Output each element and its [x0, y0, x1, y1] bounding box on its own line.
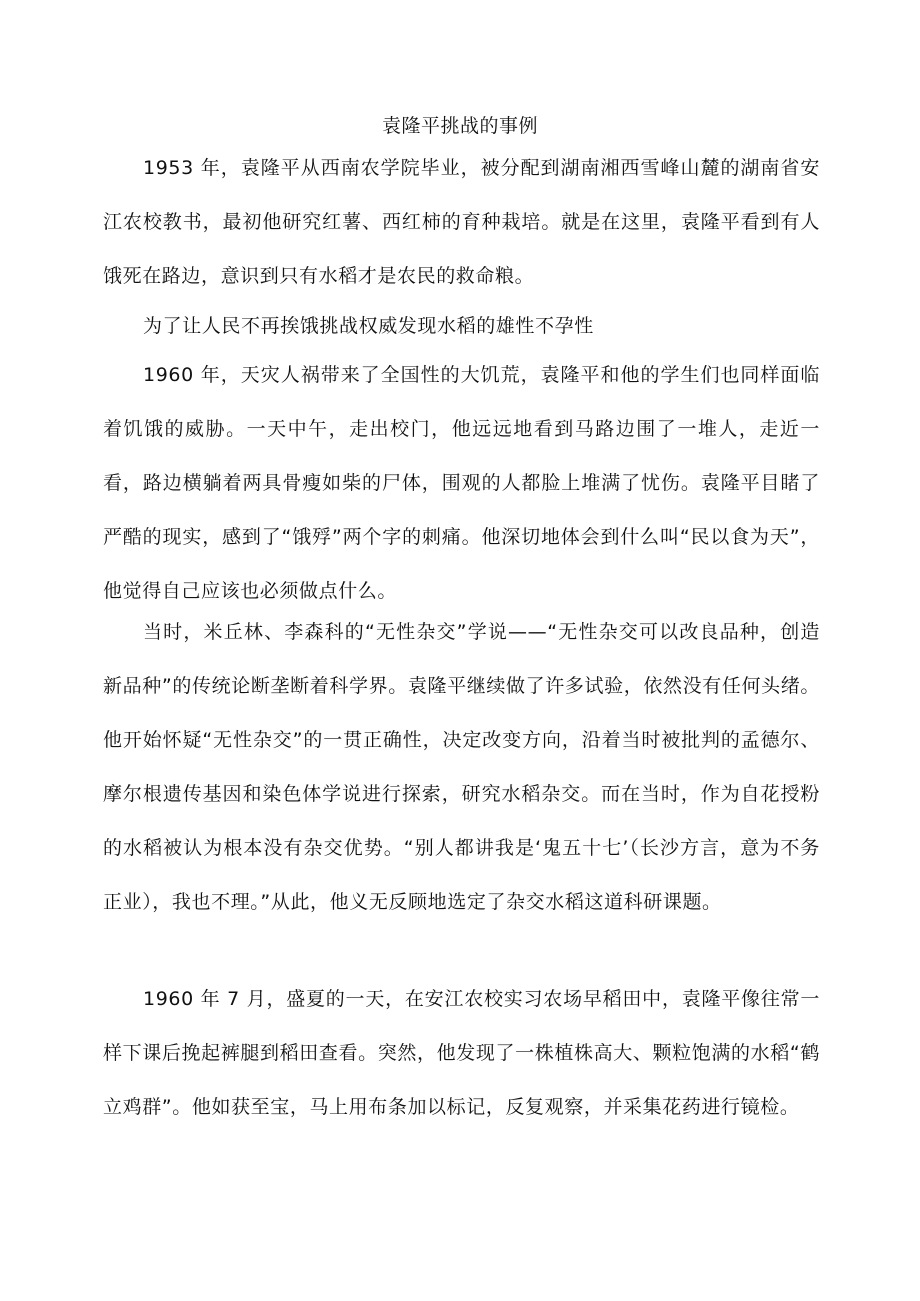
- paragraph-1960-july-discovery: 1960 年 7 月，盛夏的一天，在安江农校实习农场早稻田中，袁隆平像往常一样下课后挽起裤腿到稻田查看。突然，他发现了一株植株高大、颗粒饱满的水稻“鹤 立鸡群”。他如获至宝，马上用布条加以标记，反复观察，并采集花药进行镜检。: [103, 988, 820, 1118]
- document-title: 袁隆平挑战的事例: [381, 115, 538, 137]
- paragraph-hybrid-research: 当时，米丘林、李森科的“无性杂交”学说——“无性杂交可以改良品种，创造新品种”的传统论断垄断着科学界。袁隆平继续做了许多试验，依然没有任何头绪。他开始怀疑“无性杂交”的一贯正确性，决定改变方向，沿着当时被批判的孟德尔、摩尔根遗传基因和染色体学说进行探索，研究水稻杂交。而在当时，作为自花授粉的水稻被认为根本没有杂交优势。“别人都讲我是‘鬼五十七’（长沙方言，意为不务正业），我也不理。”从此，他义无反顾地选定了杂交水稻这道科研课题。: [103, 621, 820, 913]
- paragraph-heading-challenge: 为了让人民不再挨饿挑战权威发现水稻的雄性不孕性: [143, 315, 594, 337]
- paragraph-1953-graduation: 1953 年，袁隆平从西南农学院毕业，被分配到湖南湘西雪峰山麓的湖南省安江农校教书，最初他研究红薯、西红柿的育种栽培。就是在这里，袁隆平看到有人饿死在路边，意识到只有水稻才是农民的救命粮。: [103, 157, 820, 287]
- paragraph-1960-famine: 1960 年，天灾人祸带来了全国性的大饥荒，袁隆平和他的学生们也同样面临着饥饿的威胁。一天中午，走出校门，他远远地看到马路边围了一堆人，走近一看，路边横躺着两具骨瘦如柴的尸体，围观的人都脸上堆满了忧伤。袁隆平目睹了严酷的现实，感到了“饿殍”两个字的刺痛。他深切地体会到什么叫“民以食为天”，他觉得自己应该也必须做点什么。: [103, 364, 820, 602]
